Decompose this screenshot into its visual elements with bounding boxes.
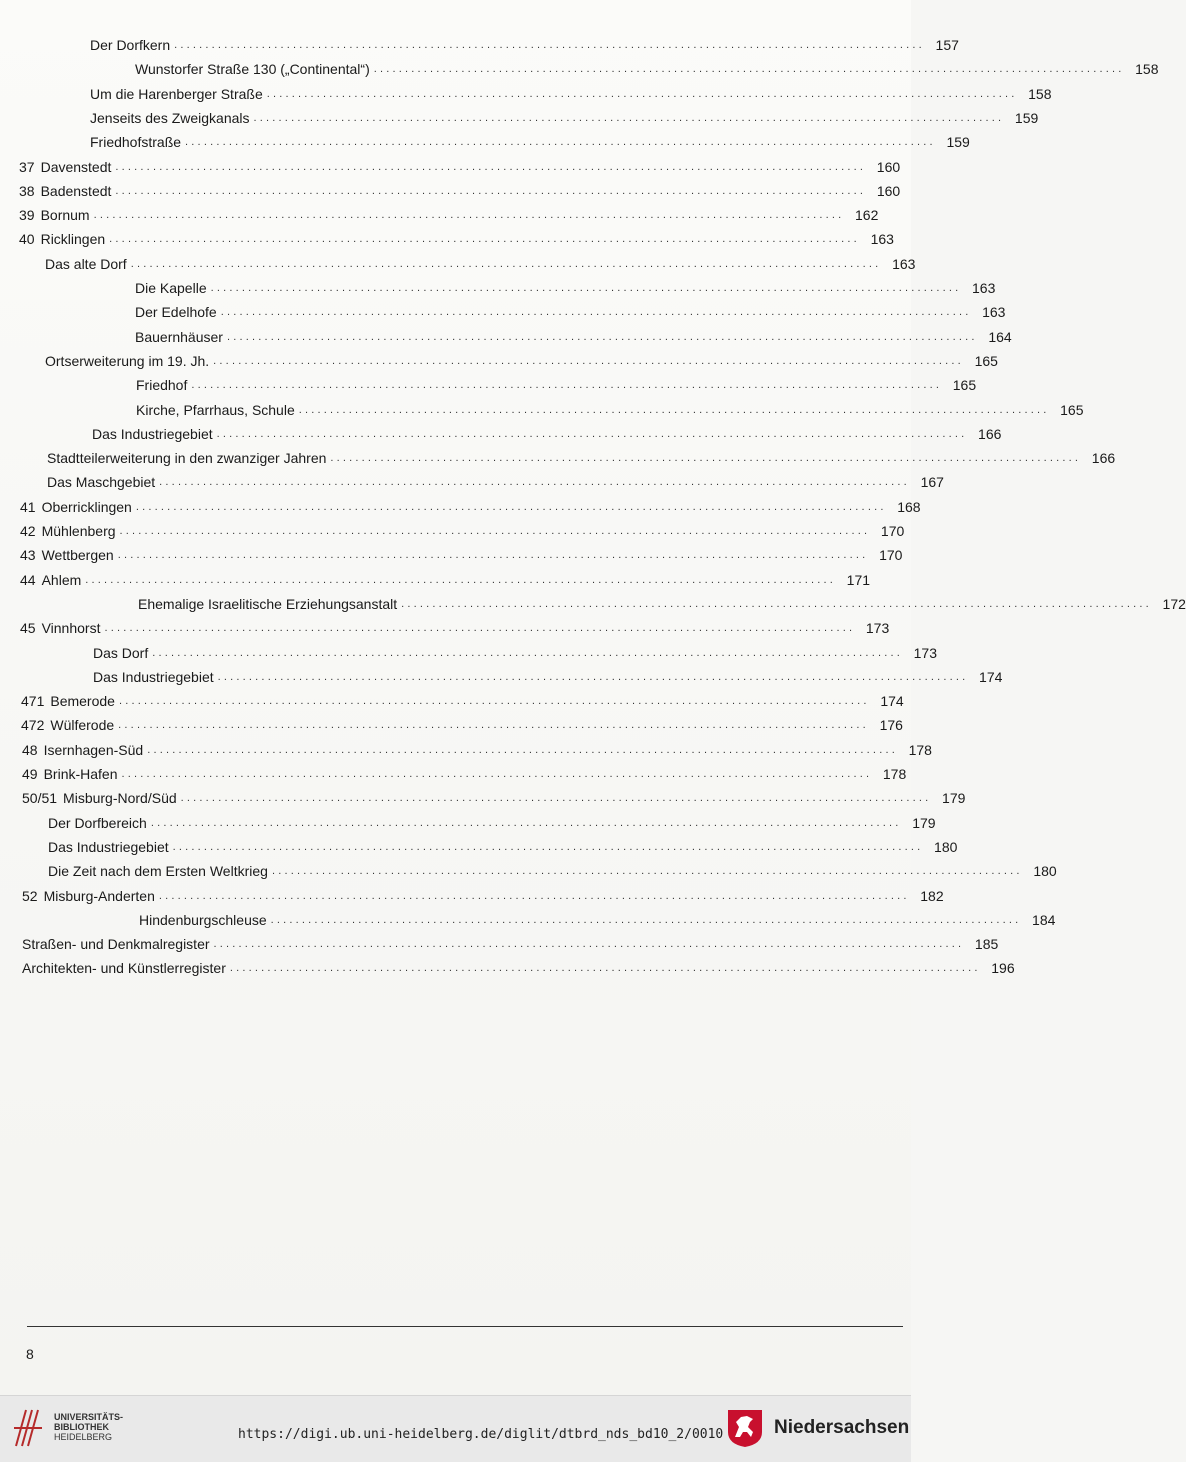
toc-entry-page: 165 xyxy=(1060,401,1084,418)
niedersachsen-logo[interactable] xyxy=(726,1408,909,1448)
toc-entry-page: 166 xyxy=(978,425,1002,442)
toc-leader-dots: ........................................................................................................................ xyxy=(159,476,910,489)
toc-entry[interactable] xyxy=(22,763,907,785)
toc-entry-title: Ricklingen xyxy=(40,231,106,248)
toc-entry-page: 163 xyxy=(892,255,916,272)
toc-leader-dots: ........................................................................................................................ xyxy=(109,233,860,246)
toc-leader-dots: ........................................................................................................................ xyxy=(174,39,925,51)
library-emblem-icon xyxy=(12,1406,46,1448)
toc-leader-dots: ........................................................................................................................ xyxy=(115,184,867,197)
toc-entry-number: 45 xyxy=(20,620,36,637)
toc-entry-number: 37 xyxy=(19,158,35,175)
toc-entry[interactable] xyxy=(93,642,937,664)
toc-entry-title: Wettbergen xyxy=(41,547,114,564)
toc-entry-number: 44 xyxy=(20,571,36,588)
toc-entry-title: Ahlem xyxy=(41,571,82,588)
toc-entry-page: 184 xyxy=(1032,911,1056,928)
toc-entry-page: 165 xyxy=(974,352,998,369)
toc-entry-page: 171 xyxy=(846,571,871,588)
toc-entry[interactable] xyxy=(47,447,1116,469)
toc-entry-page: 173 xyxy=(913,644,937,661)
toc-leader-dots: ........................................................................................................................ xyxy=(213,938,965,951)
library-name-line1: UNIVERSITÄTS- xyxy=(54,1412,124,1422)
toc-leader-dots: ........................................................................................................................ xyxy=(217,670,969,683)
toc-entry-page: 168 xyxy=(897,498,921,515)
toc-leader-dots: ........................................................................................................................ xyxy=(118,719,869,732)
toc-entry[interactable] xyxy=(19,156,901,178)
toc-entry[interactable] xyxy=(22,787,966,809)
toc-entry-title: Straßen- und Denkmalregister xyxy=(22,936,210,953)
toc-entry[interactable] xyxy=(19,204,879,226)
toc-entry-number: 472 xyxy=(21,717,45,734)
toc-entry-title: Jenseits des Zweigkanals xyxy=(90,109,250,126)
toc-entry-title: Friedhofstraße xyxy=(90,134,182,151)
toc-entry[interactable] xyxy=(19,228,894,250)
toc-entry-page: 182 xyxy=(920,887,944,904)
toc-entry-title: Wunstorfer Straße 130 („Continental“) xyxy=(135,61,370,78)
toc-entry-title: Mühlenberg xyxy=(41,523,116,539)
toc-leader-dots: ........................................................................................................................ xyxy=(213,354,964,367)
toc-entry-page: 166 xyxy=(1091,450,1116,467)
toc-entry-page: 159 xyxy=(1014,109,1039,126)
toc-entry-page: 164 xyxy=(988,328,1012,345)
toc-entry-title: Der Edelhofe xyxy=(135,304,217,321)
toc-entry[interactable] xyxy=(136,374,977,396)
toc-entry[interactable] xyxy=(135,326,1012,348)
toc-entry[interactable] xyxy=(136,399,1084,421)
toc-entry-page: 174 xyxy=(880,693,904,710)
toc-entry[interactable] xyxy=(20,496,921,518)
toc-leader-dots: ........................................................................................................................ xyxy=(271,865,1023,878)
toc-entry[interactable] xyxy=(139,909,1056,931)
toc-entry[interactable] xyxy=(22,933,999,955)
toc-leader-dots: ........................................................................................................................ xyxy=(210,282,962,294)
toc-leader-dots: ........................................................................................................................ xyxy=(85,573,837,586)
toc-leader-dots: ........................................................................................................................ xyxy=(229,962,981,975)
toc-entry-title: Das alte Dorf xyxy=(45,255,127,272)
toc-entry[interactable] xyxy=(20,569,871,591)
toc-entry-title: Bauernhäuser xyxy=(135,328,223,345)
toc-leader-dots: ........................................................................................................................ xyxy=(401,597,1152,610)
toc-entry[interactable] xyxy=(48,812,936,834)
toc-entry-title: Die Zeit nach dem Ersten Weltkrieg xyxy=(48,863,268,880)
toc-entry-page: 167 xyxy=(920,474,944,491)
toc-leader-dots: ........................................................................................................................ xyxy=(119,525,871,537)
toc-leader-dots: ........................................................................................................................ xyxy=(135,500,887,513)
toc-entry-number: 48 xyxy=(22,741,38,758)
toc-entry-page: 158 xyxy=(1135,61,1159,78)
toc-entry[interactable] xyxy=(90,131,970,153)
toc-entry-number: 50/51 xyxy=(22,790,58,807)
toc-entry-page: 176 xyxy=(879,717,903,734)
toc-entry-page: 173 xyxy=(865,620,890,637)
toc-entry[interactable] xyxy=(48,860,1057,882)
toc-entry-number: 52 xyxy=(22,887,38,904)
toc-entry-page: 180 xyxy=(934,838,958,855)
toc-leader-dots: ........................................................................................................................ xyxy=(220,306,972,319)
footer-rule xyxy=(27,1326,903,1327)
toc-entry[interactable] xyxy=(21,690,904,712)
toc-entry-page: 165 xyxy=(952,377,977,394)
library-name-line3: HEIDELBERG xyxy=(54,1432,113,1442)
toc-entry-title: Misburg-Nord/Süd xyxy=(63,790,177,807)
toc-entry[interactable] xyxy=(135,277,996,299)
toc-entry[interactable] xyxy=(93,666,1003,688)
toc-leader-dots: ........................................................................................................................ xyxy=(117,549,869,562)
toc-entry-title: Das Industriegebiet xyxy=(93,668,214,685)
toc-entry-page: 163 xyxy=(870,231,894,248)
toc-entry-title: Friedhof xyxy=(136,377,188,394)
toc-leader-dots: ........................................................................................................................ xyxy=(115,160,867,173)
toc-entry[interactable] xyxy=(20,544,903,566)
toc-leader-dots: ........................................................................................................................ xyxy=(185,136,936,149)
toc-entry-page: 162 xyxy=(855,207,879,224)
toc-leader-dots: ........................................................................................................................ xyxy=(298,403,1050,416)
toc-entry[interactable] xyxy=(19,180,901,202)
toc-leader-dots: ........................................................................................................................ xyxy=(121,768,873,780)
toc-entry[interactable] xyxy=(20,617,890,639)
toc-entry[interactable] xyxy=(47,471,944,493)
toc-entry[interactable] xyxy=(92,423,1002,445)
toc-leader-dots: ........................................................................................................................ xyxy=(253,111,1005,124)
toc-entry-number: 49 xyxy=(22,766,38,782)
page-number: 8 xyxy=(26,1346,34,1362)
toc-entry-title: Der Dorfbereich xyxy=(48,814,147,831)
state-name: Niedersachsen xyxy=(774,1417,910,1438)
toc-entry-number: 42 xyxy=(20,523,36,539)
toc-entry-page: 170 xyxy=(880,523,905,539)
toc-entry-title: Das Dorf xyxy=(93,644,149,661)
permalink-url[interactable]: https://digi.ub.uni-heidelberg.de/diglit/dtbrd_nds_bd10_2/0010 xyxy=(238,1427,724,1442)
viewer-footer xyxy=(0,1395,911,1462)
toc-leader-dots: ........................................................................................................................ xyxy=(158,889,910,902)
toc-leader-dots: ........................................................................................................................ xyxy=(216,427,968,440)
toc-leader-dots: ........................................................................................................................ xyxy=(266,87,1018,100)
toc-entry-page: 172 xyxy=(1162,595,1186,612)
toc-entry-page: 174 xyxy=(979,668,1003,685)
library-name-line2: BIBLIOTHEK xyxy=(54,1422,109,1432)
toc-entry-page: 163 xyxy=(982,304,1006,321)
toc-leader-dots: ........................................................................................................................ xyxy=(104,622,856,635)
toc-entry-page: 170 xyxy=(879,547,903,564)
toc-entry-number: 39 xyxy=(19,207,35,224)
toc-entry[interactable] xyxy=(22,885,944,907)
toc-entry[interactable] xyxy=(20,520,905,542)
toc-entry[interactable] xyxy=(22,957,1015,979)
toc-entry[interactable] xyxy=(135,58,1159,80)
toc-entry-title: Um die Harenberger Straße xyxy=(90,85,263,102)
toc-entry-title: Oberricklingen xyxy=(41,498,132,515)
toc-leader-dots: ........................................................................................................................ xyxy=(270,913,1022,926)
toc-entry-title: Bornum xyxy=(40,207,90,224)
toc-entry-title: Kirche, Pfarrhaus, Schule xyxy=(136,401,295,418)
toc-entry[interactable] xyxy=(45,253,916,275)
toc-entry-page: 178 xyxy=(882,766,907,782)
toc-leader-dots: ........................................................................................................................ xyxy=(130,257,882,270)
toc-entry-page: 185 xyxy=(974,936,999,953)
toc-entry-title: Ehemalige Israelitische Erziehungsanstalt xyxy=(138,595,398,612)
toc-leader-dots: ........................................................................................................................ xyxy=(93,209,845,222)
toc-entry[interactable] xyxy=(90,83,1052,105)
toc-entry[interactable] xyxy=(90,107,1039,129)
toc-entry-title: Das Industriegebiet xyxy=(92,425,213,442)
saxon-horse-icon xyxy=(726,1408,764,1448)
toc-entry-title: Davenstedt xyxy=(40,158,112,175)
toc-leader-dots: ........................................................................................................................ xyxy=(147,743,898,756)
toc-entry-title: Die Kapelle xyxy=(135,280,207,296)
toc-entry-title: Isernhagen-Süd xyxy=(43,741,144,758)
toc-entry-page: 179 xyxy=(912,814,936,831)
toc-entry-page: 160 xyxy=(876,182,901,199)
toc-entry-page: 157 xyxy=(935,37,959,53)
toc-entry-page: 180 xyxy=(1033,863,1057,880)
toc-entry-page: 163 xyxy=(972,280,996,296)
toc-entry-title: Ortserweiterung im 19. Jh. xyxy=(45,352,210,369)
toc-entry-title: Stadtteilerweiterung in den zwanziger Jahren xyxy=(47,450,327,467)
toc-entry-title: Badenstedt xyxy=(40,182,112,199)
toc-leader-dots: ........................................................................................................................ xyxy=(373,63,1125,76)
toc-entry-title: Bemerode xyxy=(50,693,115,710)
toc-leader-dots: ........................................................................................................................ xyxy=(150,816,902,829)
university-library-logo[interactable] xyxy=(12,1406,123,1448)
toc-entry-number: 471 xyxy=(21,693,45,710)
toc-leader-dots: ........................................................................................................................ xyxy=(180,792,932,805)
toc-entry-title: Wülferode xyxy=(50,717,115,734)
toc-entry[interactable] xyxy=(135,301,1006,323)
toc-entry[interactable] xyxy=(138,593,1186,615)
toc-entry-page: 159 xyxy=(946,134,970,151)
toc-entry-title: Der Dorfkern xyxy=(90,37,171,53)
toc-entry-number: 43 xyxy=(20,547,36,564)
toc-entry-number: 38 xyxy=(19,182,35,199)
toc-entry[interactable] xyxy=(21,714,903,736)
toc-entry-page: 179 xyxy=(942,790,966,807)
toc-leader-dots: ........................................................................................................................ xyxy=(226,330,978,343)
toc-entry[interactable] xyxy=(45,350,998,372)
toc-leader-dots: ........................................................................................................................ xyxy=(191,379,943,392)
toc-entry-title: Das Industriegebiet xyxy=(48,838,169,855)
toc-entry-page: 178 xyxy=(908,741,932,758)
toc-leader-dots: ........................................................................................................................ xyxy=(172,840,924,853)
toc-entry-title: Misburg-Anderten xyxy=(43,887,155,904)
toc-leader-dots: ........................................................................................................................ xyxy=(152,646,903,659)
toc-entry-page: 160 xyxy=(876,158,901,175)
toc-leader-dots: ........................................................................................................................ xyxy=(330,452,1082,465)
toc-entry[interactable] xyxy=(90,34,959,56)
toc-entry-number: 41 xyxy=(20,498,36,515)
toc-entry-page: 158 xyxy=(1028,85,1052,102)
toc-entry-title: Architekten- und Künstlerregister xyxy=(22,960,226,977)
toc-entry-title: Brink-Hafen xyxy=(43,766,118,782)
toc-entry[interactable] xyxy=(48,836,958,858)
toc-entry-title: Das Maschgebiet xyxy=(47,474,156,491)
toc-entry-page: 196 xyxy=(991,960,1015,977)
toc-entry-title: Hindenburgschleuse xyxy=(139,911,267,928)
toc-entry-number: 40 xyxy=(19,231,35,248)
toc-leader-dots: ........................................................................................................................ xyxy=(118,695,870,708)
toc-entry[interactable] xyxy=(22,739,932,761)
toc-entry-title: Vinnhorst xyxy=(41,620,101,637)
